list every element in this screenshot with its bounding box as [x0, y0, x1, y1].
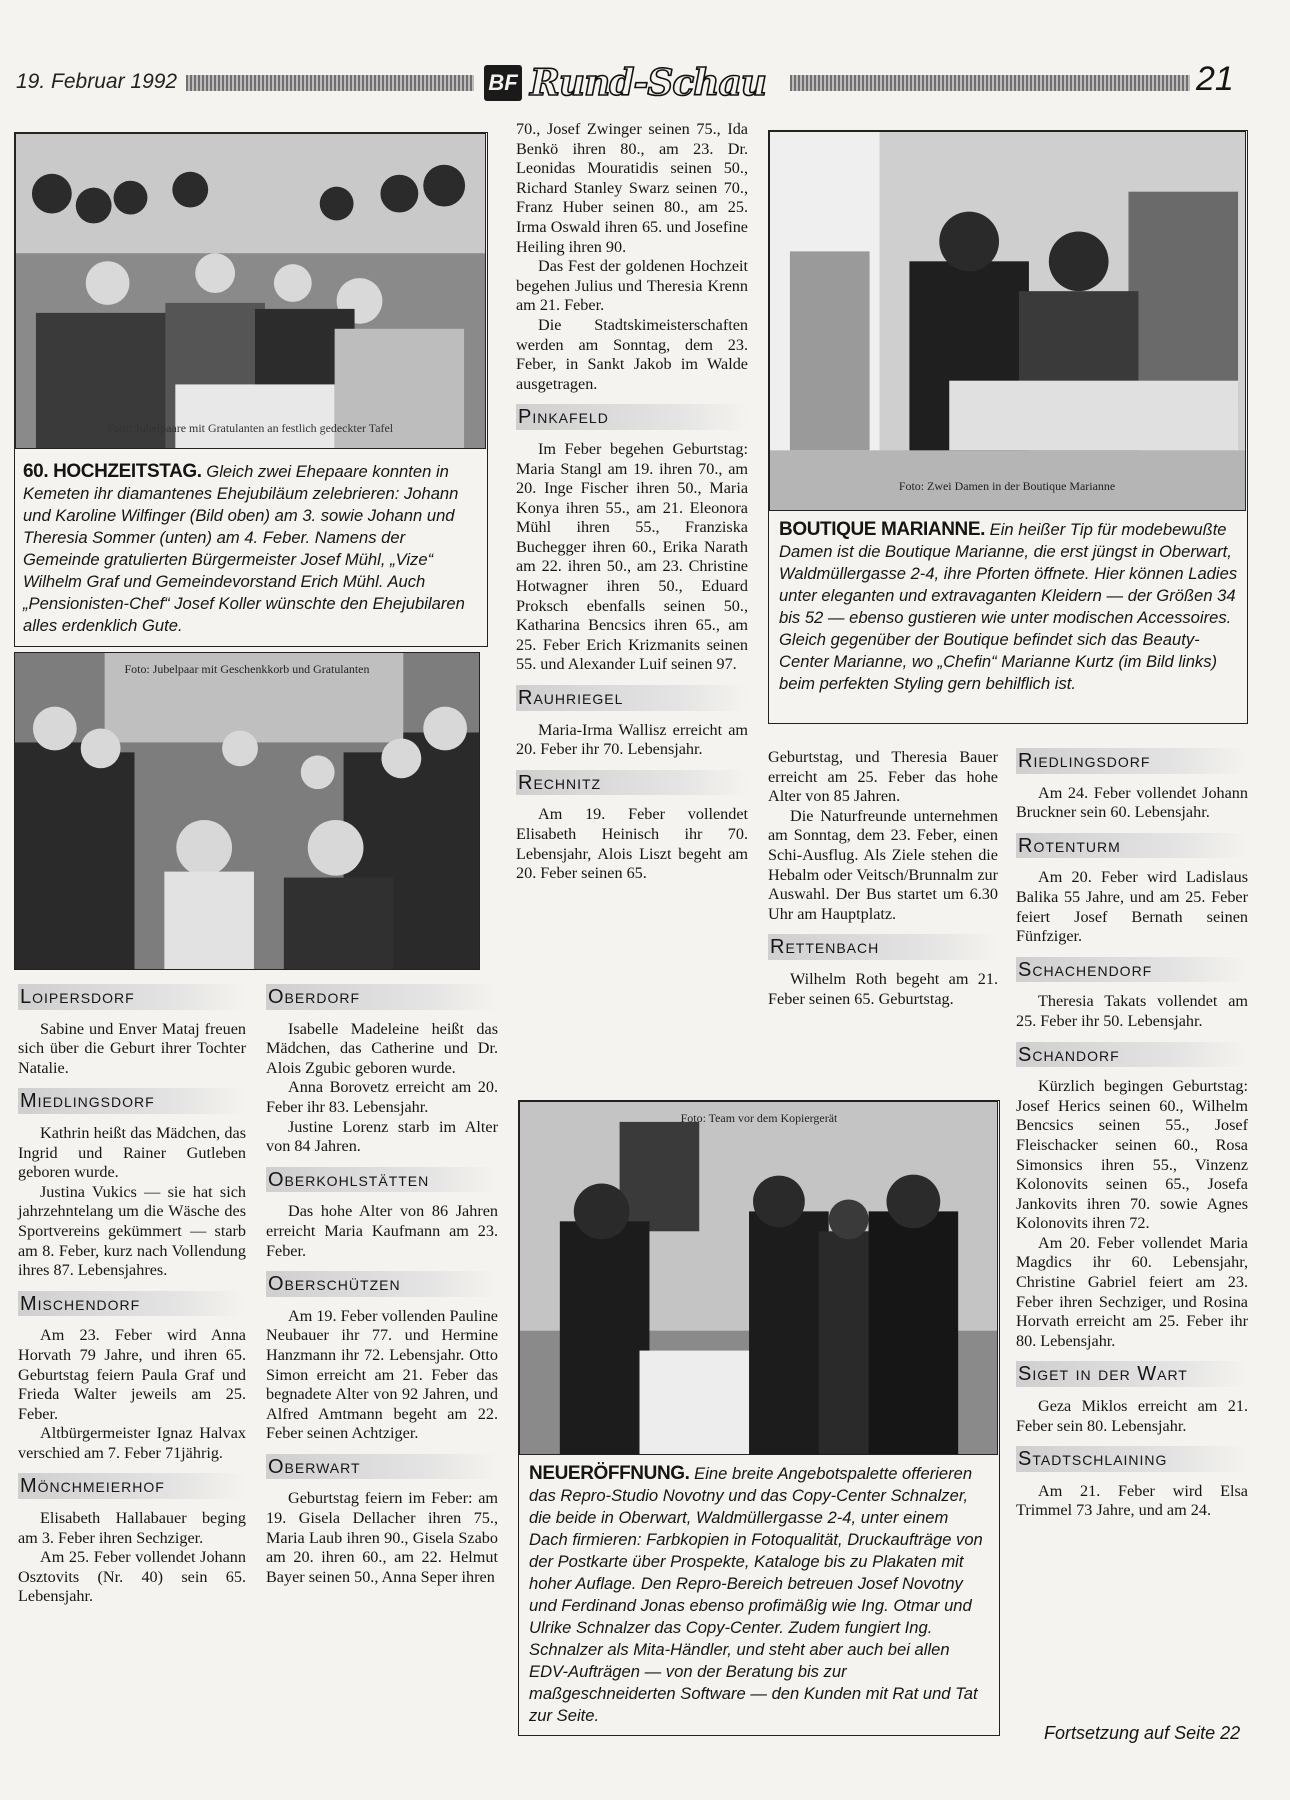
- hochzeit-bottom-photo: [14, 652, 480, 970]
- text-oberkohlstaetten-1: Das hohe Alter von 86 Jahren erreicht Maria Kaufmann am 23. Feber.: [266, 1202, 498, 1260]
- heading-schandorf: Schandorf: [1016, 1042, 1248, 1068]
- hochzeit-caption-text: Gleich zwei Ehepaare konnten in Kemeten ihr diamantenes Ehejubiläum zelebrieren: Johann und Karoline Wilfinger (Bild oben) am 3. sowie Johann und Theresia Sommer (unten) am 4. Feber. Namens der Gemeinde gratulierten Bürgermeister Josef Mühl, „Vize“ Wilhelm Graf und Gemeindevorstand Erich Mühl. Auch „Pensionisten-Chef“ Josef Koller wünschte den Ehejubilaren alles erdenklich Gute.: [23, 462, 465, 635]
- text-mischendorf-1: Am 23. Feber wird Anna Horvath 79 Jahre, und ihren 65. Geburtstag feiern Paula Graf und Frieda Walter jeweils am 25. Feber.: [18, 1326, 246, 1423]
- boutique-caption-text: Ein heißer Tip für modebewußte Damen ist die Boutique Marianne, die erst jüngst in Oberwart, Waldmüllergasse 2-4, ihre Pforten öffnete. Hier können Ladies unter eleganten und extravaganten Kleidern — der Größen 34 bis 52 — ebenso gustieren wie unter modischen Accessoires. Gleich gegenüber der Boutique befindet sich das Beauty-Center Marianne, wo „Chefin“ Marianne Kurtz (im Bild links) beim perfekten Styling gern behilflich ist.: [779, 520, 1238, 693]
- neueroeffnung-photo: [519, 1101, 998, 1455]
- neueroeffnung-caption-title: NEUERÖFFNUNG.: [529, 1463, 690, 1484]
- text-oberwart-cont-1: 70., Josef Zwinger seinen 75., Ida Benkö ihren 80., am 23. Dr. Leonidas Mouratidis seinen 50., Richard Stanley Swarz seinen 70., Franz Huber seinen 80., am 25. Irma Oswald ihren 65. und Josefine Heiling ihren 90.: [516, 120, 748, 256]
- text-oberschuetzen-1: Am 19. Feber vollenden Pauline Neubauer ihr 77. und Hermine Hanzmann ihr 72. Lebensjahr. Otto Simon erreicht am 21. Feber das begnadete Alter von 92 Jahren, und Alfred Amtmann begeht am 22. Feber seinen Achtziger.: [266, 1306, 498, 1443]
- text-schandorf-1: Kürzlich begingen Geburtstag: Josef Herics seinen 60., Wilhelm Bencsics seinen 55., Josef Fleischacker seinen 60., Rosa Simonsics ihren 55., Vinzenz Kolonovits seinen 65., Josefa Jankovits ihren 70. sowie Agnes Kolonovits ihren 72.: [1016, 1077, 1248, 1233]
- hochzeit-top-photo-image: [16, 134, 485, 448]
- neueroeffnung-article-box: [518, 1100, 1000, 1736]
- heading-oberschuetzen: Oberschützen: [266, 1271, 498, 1297]
- rundschau-logo-text: Rund-Schau: [530, 62, 766, 104]
- text-miedlingsdorf-2: Justina Vukics — sie hat sich jahrzehntelang um die Wäsche des Sportvereins gekümmert — starb am 8. Feber, kurz nach Vollendung ihres 87. Lebensjahres.: [18, 1182, 246, 1280]
- heading-siget: Siget in der Wart: [1016, 1361, 1248, 1387]
- text-schachendorf-1: Theresia Takats vollendet am 25. Feber ihr 50. Lebensjahr.: [1016, 992, 1248, 1030]
- text-siget-1: Geza Miklos erreicht am 21. Feber sein 80. Lebensjahr.: [1016, 1397, 1248, 1435]
- text-col4-cont-2: Die Naturfreunde unternehmen am Sonntag, dem 23. Feber, einen Schi-Ausflug. Als Ziele stehen die Hebalm oder Veitsch/Brunnalm zur Auswahl. Der Bus startet um 6.30 Uhr am Hauptplatz.: [768, 806, 998, 923]
- boutique-photo-label: Foto: Zwei Damen in der Boutique Marianne: [898, 479, 1116, 494]
- text-oberwart-cont-2: Das Fest der goldenen Hochzeit begehen Julius und Theresia Krenn am 21. Feber.: [516, 257, 748, 315]
- text-oberdorf-2: Anna Borovetz erreicht am 20. Feber ihr 83. Lebensjahr.: [266, 1078, 498, 1116]
- bf-logo-badge: BF: [484, 65, 522, 101]
- header-rule-right: [790, 75, 1190, 91]
- column-1: [18, 984, 246, 1607]
- text-miedlingsdorf-1: Kathrin heißt das Mädchen, das Ingrid und Rainer Gutleben geboren wurde.: [18, 1123, 246, 1182]
- heading-miedlingsdorf: Miedlingsdorf: [18, 1088, 246, 1114]
- hochzeit-top-photo-label: Foto: Jubelpaare mit Gratulanten an festlich gedeckter Tafel: [106, 421, 394, 436]
- neueroeffnung-photo-image: [520, 1102, 997, 1454]
- text-rettenbach-1: Wilhelm Roth begeht am 21. Feber seinen 65. Geburtstag.: [768, 969, 998, 1008]
- hochzeit-caption-title: 60. HOCHZEITSTAG.: [23, 461, 202, 482]
- heading-pinkafeld: Pinkafeld: [516, 404, 748, 430]
- neueroeffnung-photo-label: Foto: Team vor dem Kopiergerät: [680, 1110, 838, 1125]
- text-rechnitz-1: Am 19. Feber vollendet Elisabeth Heinisch ihr 70. Lebensjahr, Alois Liszt begeht am 20. Feber seinen 65.: [516, 805, 748, 883]
- text-col4-cont-1: Geburtstag, und Theresia Bauer erreicht am 25. Feber das hohe Alter von 85 Jahren.: [768, 748, 998, 806]
- text-stadtschlaining-1: Am 21. Feber wird Elsa Trimmel 73 Jahre, und am 24.: [1016, 1481, 1248, 1520]
- text-loipersdorf-1: Sabine und Enver Mataj freuen sich über die Geburt ihrer Tochter Natalie.: [18, 1019, 246, 1077]
- neueroeffnung-caption: [529, 1463, 991, 1727]
- hochzeit-bottom-photo-label: Foto: Jubelpaar mit Geschenkkorb und Gratulanten: [124, 661, 370, 676]
- heading-mischendorf: Mischendorf: [18, 1291, 246, 1317]
- text-riedlingsdorf-1: Am 24. Feber vollendet Johann Bruckner sein 60. Lebensjahr.: [1016, 783, 1248, 822]
- heading-rettenbach: Rettenbach: [768, 934, 998, 960]
- text-mischendorf-2: Altbürgermeister Ignaz Halvax verschied am 7. Feber 71jährig.: [18, 1424, 246, 1462]
- column-2: [266, 984, 498, 1587]
- text-schandorf-2: Am 20. Feber vollendet Maria Magdics ihr 60. Lebensjahr, Christine Gabriel feiert am 23. Feber ihren Sechziger, und Rosina Horvath erreicht am 25. Feber ihr 80. Lebensjahr.: [1016, 1233, 1248, 1350]
- text-rotenturm-1: Am 20. Feber wird Ladislaus Balika 55 Jahre, und am 25. Feber feiert Josef Bernath seinen Fünfziger.: [1016, 868, 1248, 946]
- heading-schachendorf: Schachendorf: [1016, 957, 1248, 983]
- column-5: [1016, 748, 1248, 1521]
- neueroeffnung-caption-text: Eine breite Angebotspalette offerieren das Repro-Studio Novotny und das Copy-Center Schnalzer, die beide in Oberwart, Waldmüllergasse 2-4, unter einem Dach firmieren: Farbkopien in Fotoqualität, Druckaufträge von der Postkarte über Prospekte, Kataloge bis zu Plakaten mit hoher Auflage. Den Repro-Bereich betreuen Josef Novotny und Ferdinand Jonas ebenso profimäßig wie Ing. Otmar und Ulrike Schnalzer das Copy-Center. Zudem fungiert Ing. Schnalzer als Mita-Händler, und steht aber auch bei allen EDV-Aufträgen — von der Beratung bis zur maßgeschneiderten Software — den Kunden mit Rat und Tat zur Seite.: [529, 1464, 983, 1725]
- hochzeit-article-box: [14, 132, 488, 647]
- masthead-logo: [484, 62, 766, 104]
- heading-stadtschlaining: Stadtschlaining: [1016, 1446, 1248, 1472]
- text-moenchmeierhof-1: Elisabeth Hallabauer beging am 3. Feber ihren Sechziger.: [18, 1509, 246, 1547]
- heading-oberkohlstaetten: Oberkohlstätten: [266, 1167, 498, 1193]
- heading-oberdorf: Oberdorf: [266, 984, 498, 1010]
- header-rule-left: [186, 75, 474, 91]
- continuation-note: Fortsetzung auf Seite 22: [1044, 1723, 1241, 1743]
- column-4: [768, 748, 998, 1009]
- heading-rotenturm: Rotenturm: [1016, 833, 1248, 859]
- issue-date: 19. Februar 1992: [16, 70, 178, 93]
- text-rauhriegel-1: Maria-Irma Wallisz erreicht am 20. Feber ihr 70. Lebensjahr.: [516, 720, 748, 759]
- text-pinkafeld-1: Im Feber begehen Geburtstag: Maria Stangl am 19. ihren 70., am 20. Inge Fischer ihren 50., Maria Konya ihren 55., am 21. Eleonora Mühl ihren 55., Franziska Buchegger ihren 60., Erika Narath am 22. ihren 50., am 23. Christine Hotwagner ihren 50., Eduard Proksch ebenfalls seinen 50., Katharina Bencsics ihren 65., am 25. Feber Erich Krizmanits seinen 55. und Alexander Luif seinen 97.: [516, 439, 748, 674]
- heading-rechnitz: Rechnitz: [516, 770, 748, 796]
- boutique-caption: [779, 519, 1239, 695]
- hochzeit-caption: [23, 461, 481, 637]
- column-3: [516, 120, 748, 884]
- heading-oberwart: Oberwart: [266, 1454, 498, 1480]
- heading-moenchmeierhof: Mönchmeierhof: [18, 1473, 246, 1499]
- text-moenchmeierhof-2: Am 25. Feber vollendet Johann Osztovits (Nr. 40) sein 65. Lebensjahr.: [18, 1548, 246, 1606]
- heading-rauhriegel: Rauhriegel: [516, 685, 748, 711]
- hochzeit-bottom-photo-image: [15, 653, 479, 969]
- heading-loipersdorf: Loipersdorf: [18, 984, 246, 1010]
- boutique-photo: [769, 131, 1246, 511]
- text-oberdorf-3: Justine Lorenz starb im Alter von 84 Jahren.: [266, 1117, 498, 1156]
- text-oberwart-1: Geburtstag feiern im Feber: am 19. Gisela Dellacher ihren 75., Maria Laub ihren 90., Gisela Szabo am 20. ihren 60., am 22. Helmut Bayer seinen 50., Anna Seper ihren: [266, 1489, 498, 1586]
- boutique-photo-image: [770, 132, 1245, 510]
- heading-riedlingsdorf: Riedlingsdorf: [1016, 748, 1248, 774]
- boutique-article-box: [768, 130, 1248, 724]
- boutique-caption-title: BOUTIQUE MARIANNE.: [779, 519, 986, 540]
- text-oberdorf-1: Isabelle Madeleine heißt das Mädchen, das Catherine und Dr. Alois Zgubic geboren wurde.: [266, 1019, 498, 1077]
- page-number: 21: [1196, 60, 1234, 98]
- text-oberwart-cont-3: Die Stadtskimeisterschaften werden am Sonntag, dem 23. Feber, in Sankt Jakob im Walde ausgetragen.: [516, 315, 748, 393]
- hochzeit-top-photo: [15, 133, 486, 449]
